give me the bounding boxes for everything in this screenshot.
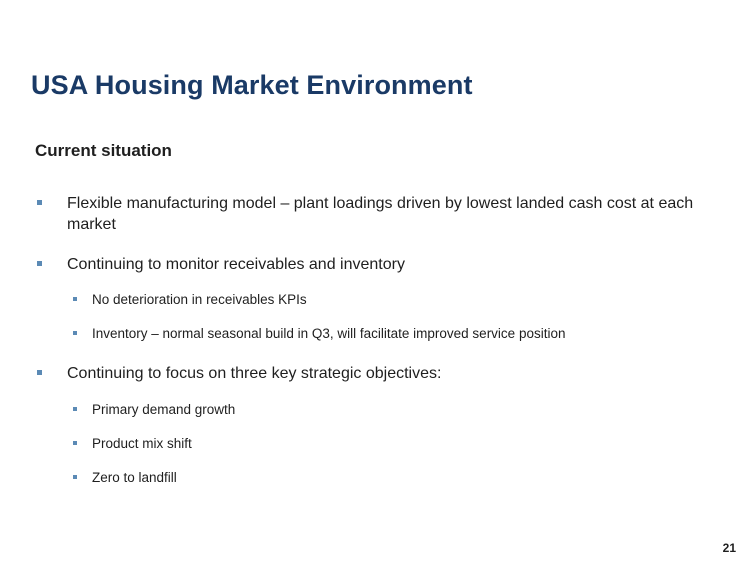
square-bullet-icon: [37, 370, 42, 375]
sub-bullet-text: Inventory – normal seasonal build in Q3, will facilitate improved service position: [92, 326, 566, 341]
section-heading: Current situation: [35, 141, 172, 160]
sub-bullet-text: Product mix shift: [92, 436, 192, 451]
square-bullet-icon: [73, 475, 77, 479]
bullet-text: Flexible manufacturing model – plant loadings driven by lowest landed cash cost at each market: [67, 195, 694, 233]
square-bullet-icon: [73, 331, 77, 335]
square-bullet-icon: [73, 297, 77, 301]
bullet-text: Continuing to monitor receivables and inventory: [67, 256, 405, 273]
sub-bullet-text: No deterioration in receivables KPIs: [92, 292, 307, 307]
square-bullet-icon: [37, 200, 42, 205]
bullet-text: Continuing to focus on three key strategic objectives:: [67, 365, 442, 382]
slide-title: USA Housing Market Environment: [31, 70, 473, 100]
page-number: 21: [722, 541, 736, 555]
sub-bullet-text: Primary demand growth: [92, 402, 236, 417]
square-bullet-icon: [73, 407, 77, 411]
sub-bullet-text: Zero to landfill: [92, 470, 177, 485]
square-bullet-icon: [73, 441, 77, 445]
square-bullet-icon: [37, 261, 42, 266]
